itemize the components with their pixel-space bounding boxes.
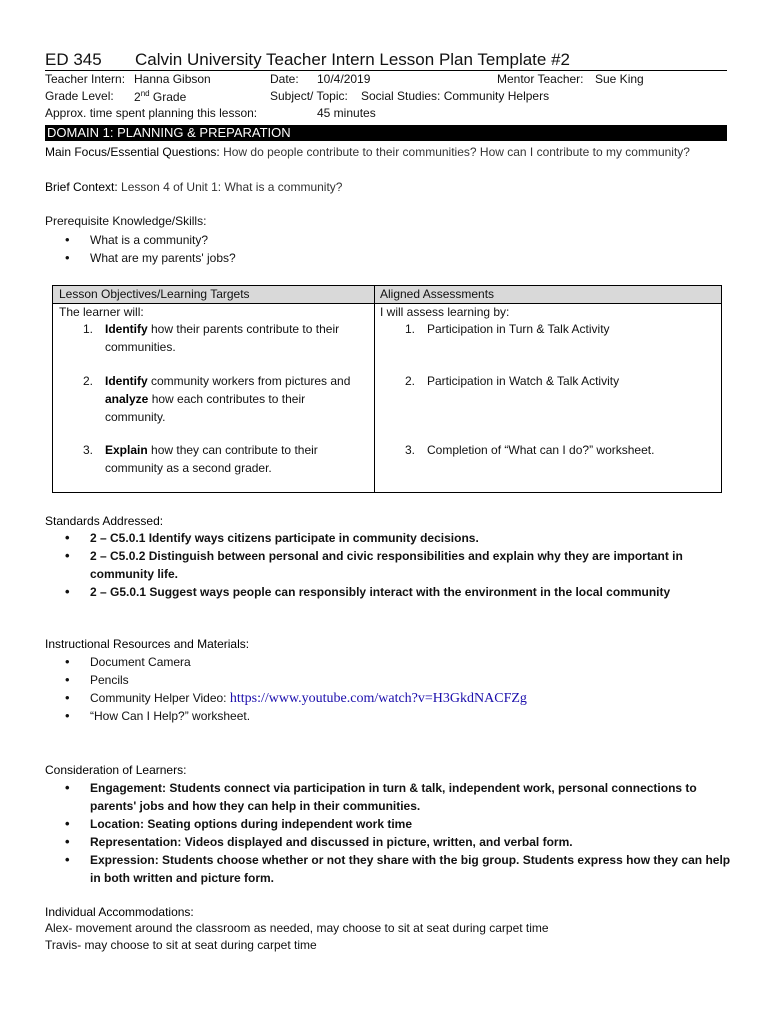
prerequisite-heading: Prerequisite Knowledge/Skills: [45,214,207,228]
accommodation-alex: Alex- movement around the classroom as needed, may choose to sit at seat during carpet time [45,921,549,935]
main-focus-value: How do people contribute to their communities? How can I contribute to my community? [223,145,690,159]
video-link[interactable]: https://www.youtube.com/watch?v=H3GkdNACFZg [229,691,527,706]
title-divider [45,70,727,71]
list-item: • 2 – G5.0.1 Suggest ways people can responsibly interact with the environment in the local community [45,583,683,601]
table-column-divider [374,286,375,492]
assessments-header: Aligned Assessments [380,287,495,301]
objectives-table [52,285,722,493]
resources-heading: Instructional Resources and Materials: [45,637,250,651]
list-item: • Community Helper Video: https://www.youtube.com/watch?v=H3GkdNACFZg [45,689,527,707]
main-focus: Main Focus/Essential Questions: How do people contribute to their communities? How can I contribute to my community? [45,145,690,159]
learners-list [45,779,730,887]
list-item: • Location: Seating options during independent work time [45,815,730,833]
domain-header-bar: DOMAIN 1: PLANNING & PREPARATION [45,125,727,141]
list-item: • Expression: Students choose whether or not they share with the big group. Students express how they can help [45,851,730,869]
list-item: • 2 – C5.0.1 Identify ways citizens participate in community decisions. [45,529,683,547]
subject-value: Social Studies: Community Helpers [361,89,550,103]
list-item: • 2 – C5.0.2 Distinguish between personal and civic responsibilities and explain why they are important in [45,547,683,565]
list-item-continuation: community life. [90,567,179,581]
objectives-intro: The learner will: [59,305,144,319]
course-code: ED 345 [45,50,102,69]
assessments-intro: I will assess learning by: [380,305,510,319]
objective-1: 1. Identify how their parents contribute to their communities. [83,322,340,354]
standards-heading: Standards Addressed: [45,514,164,528]
grade-label: Grade Level: [45,89,114,103]
grade-value: 2nd Grade [134,89,187,104]
document-title [45,50,570,70]
date-value: 10/4/2019 [317,72,371,86]
brief-context: Brief Context: Lesson 4 of Unit 1: What is a community? [45,180,343,194]
list-item: • Engagement: Students connect via participation in turn & talk, independent work, personal connections to [45,779,730,797]
prerequisite-list [45,231,236,267]
brief-context-value: Lesson 4 of Unit 1: What is a community? [121,180,343,194]
objectives-header: Lesson Objectives/Learning Targets [59,287,250,301]
time-value: 45 minutes [317,106,376,120]
assessment-2: 2. Participation in Watch & Talk Activity [405,374,620,388]
objective-3: 3. Explain how they can contribute to their community as a second grader. [83,443,318,475]
list-item: • Document Camera [45,653,527,671]
resources-list [45,653,527,725]
assessment-1: 1. Participation in Turn & Talk Activity [405,322,610,336]
list-item-continuation: in both written and picture form. [90,871,274,885]
standards-list [45,529,683,601]
subject-label: Subject/ Topic: [270,89,348,103]
list-item: • Representation: Videos displayed and discussed in picture, written, and verbal form. [45,833,730,851]
date-label: Date: [270,72,299,86]
brief-context-label: Brief Context [45,180,115,194]
assessment-3: 3. Completion of “What can I do?” worksheet. [405,443,655,457]
learners-heading: Consideration of Learners: [45,763,187,777]
template-title: Calvin University Teacher Intern Lesson Plan Template #2 [135,50,570,69]
list-item: • What is a community? [45,231,236,249]
accommodation-travis: Travis- may choose to sit at seat during carpet time [45,938,317,952]
main-focus-label: Main Focus/Essential Questions [45,145,217,159]
list-item-continuation: parents' jobs and how they can help in their communities. [90,799,421,813]
objective-2: 2. Identify community workers from pictures and analyze how each contributes to their community. [83,374,351,424]
intern-label: Teacher Intern: [45,72,126,86]
mentor-label: Mentor Teacher: [497,72,584,86]
list-item: • Pencils [45,671,527,689]
intern-value: Hanna Gibson [134,72,211,86]
list-item: • “How Can I Help?” worksheet. [45,707,527,725]
accommodations-heading: Individual Accommodations: [45,905,194,919]
mentor-value: Sue King [595,72,644,86]
list-item: • What are my parents' jobs? [45,249,236,267]
time-label: Approx. time spent planning this lesson: [45,106,258,120]
